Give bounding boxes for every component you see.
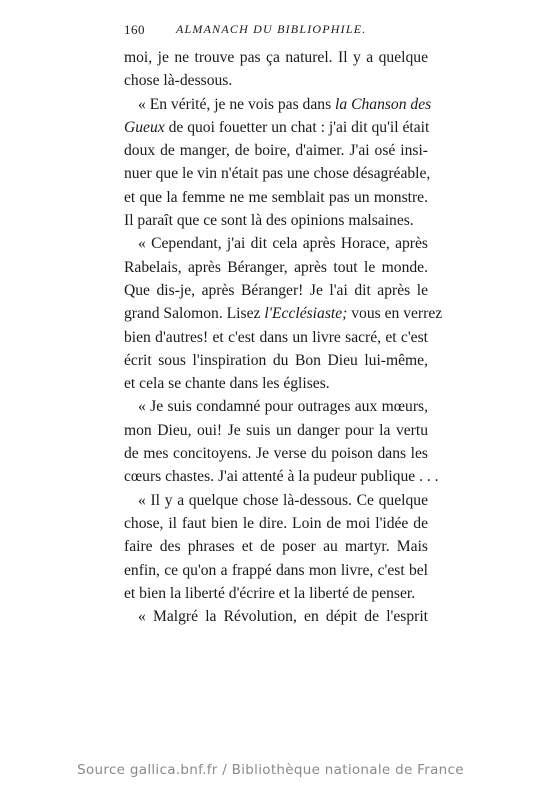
text-line	[124, 559, 428, 582]
text-line	[124, 46, 428, 69]
paragraph	[124, 93, 432, 233]
running-title: ALMANACH DU BIBLIOPHILE.	[176, 22, 367, 36]
text-line	[124, 605, 428, 628]
page-number: 160	[124, 22, 145, 37]
text-line	[124, 535, 428, 558]
text-run: « Malgré la Révolution, en dépit de l'esprit	[138, 608, 428, 626]
text-line	[124, 395, 428, 418]
text-line	[124, 489, 428, 512]
text-run: nuer que le vin n'était pas une chose désagréable,	[124, 165, 431, 183]
text-run: et cela se chante dans les églises.	[124, 375, 330, 393]
text-run: mon Dieu, oui! Je suis un danger pour la vertu	[124, 421, 428, 439]
italic-title: Gueux	[124, 118, 165, 136]
source-footer: Source gallica.bnf.fr / Bibliothèque nationale de France	[77, 762, 464, 778]
text-line	[124, 302, 443, 325]
paragraph	[124, 46, 428, 93]
text-line	[124, 326, 428, 349]
text-run: bien d'autres! et c'est dans un livre sacré, et c'est	[124, 328, 428, 346]
text-line	[124, 256, 428, 279]
text-line	[124, 442, 428, 465]
paragraph	[124, 489, 428, 605]
text-run: Que dis-je, après Béranger! Je l'ai dit après le	[124, 281, 428, 299]
text-run: grand Salomon. Lisez	[124, 305, 265, 323]
text-line	[124, 372, 428, 395]
text-run: Rabelais, après Béranger, après tout le monde.	[124, 258, 428, 276]
text-run: « En vérité, je ne vois pas dans	[138, 95, 336, 113]
text-run: Il paraît que ce sont là des opinions malsaines.	[124, 212, 414, 230]
italic-title: la Chanson des	[335, 95, 432, 113]
text-line	[124, 419, 428, 442]
text-run: « Il y a quelque chose là-dessous. Ce quelque	[138, 491, 428, 509]
text-run: doux de manger, de boire, d'aimer. J'ai osé insi-	[124, 142, 428, 160]
text-line	[124, 279, 428, 302]
text-line	[124, 69, 428, 92]
text-run: moi, je ne trouve pas ça naturel. Il y a quelque	[124, 49, 428, 66]
text-run: « Cependant, j'ai dit cela après Horace, après	[138, 235, 428, 253]
text-run: chose, il faut bien le dire. Loin de moi l'idée de	[124, 514, 428, 532]
text-run: vous en verrez	[347, 305, 443, 323]
text-run: enfin, ce qu'on a frappé dans mon livre, c'est bel	[124, 561, 428, 579]
text-run: faire des phrases et de poser au martyr. Mais	[124, 538, 428, 556]
text-line	[124, 139, 428, 162]
text-line	[124, 209, 428, 232]
text-line	[124, 465, 439, 488]
paragraph	[124, 395, 439, 488]
text-run: et bien la liberté d'écrire et la liberté de penser.	[124, 584, 416, 602]
text-line	[124, 349, 428, 372]
text-line	[124, 232, 428, 255]
text-run: et que la femme ne me semblait pas un monstre.	[124, 188, 428, 206]
text-run: écrit sous l'inspiration du Bon Dieu lui-même,	[124, 351, 428, 369]
text-line	[124, 582, 428, 605]
text-run: chose là-dessous.	[124, 72, 233, 90]
page-header	[124, 20, 444, 40]
italic-title: l'Ecclésiaste;	[264, 305, 348, 323]
text-line	[124, 116, 428, 139]
text-run: cœurs chastes. J'ai attenté à la pudeur publique . . .	[124, 468, 439, 486]
text-run: de mes concitoyens. Je verse du poison dans les	[124, 445, 428, 463]
text-line	[124, 512, 428, 535]
text-line	[124, 186, 428, 209]
paragraph	[124, 232, 443, 395]
paragraph	[124, 605, 428, 628]
text-run: « Je suis condamné pour outrages aux mœurs,	[138, 398, 428, 416]
text-line	[124, 93, 432, 116]
body-text	[124, 46, 443, 628]
text-line	[124, 162, 431, 185]
text-run: de quoi fouetter un chat : j'ai dit qu'il était	[164, 118, 430, 136]
